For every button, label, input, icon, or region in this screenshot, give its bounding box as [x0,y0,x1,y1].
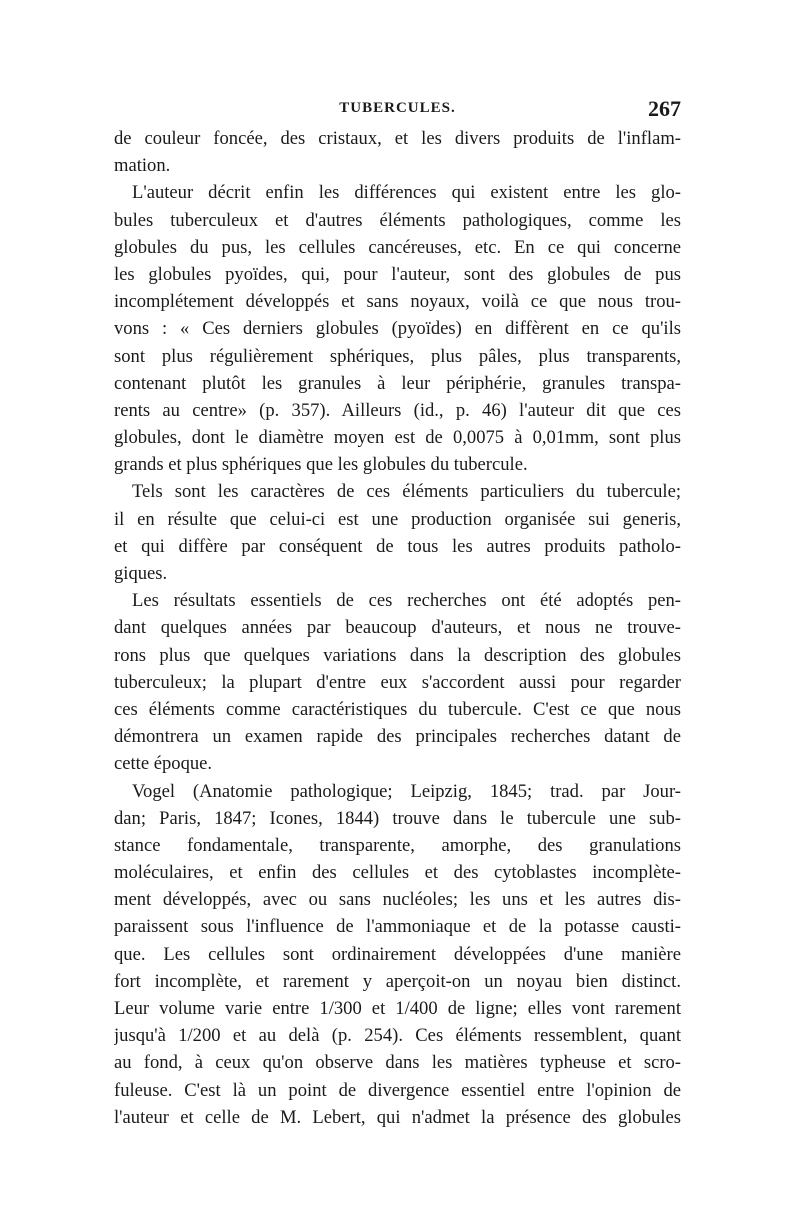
text-line: giques. [114,563,168,584]
text-line: il en résulte que celui-ci est une production organisée sui generis, [114,508,681,530]
text-line: ment développés, avec ou sans nucléoles; les uns et les autres dis- [114,889,681,911]
text-line: globules, dont le diamètre moyen est de 0,0075 à 0,01mm, sont plus [114,427,681,449]
text-line: Tels sont les caractères de ces éléments particuliers du tubercule; [132,481,681,503]
body-text [114,125,681,1131]
running-title: TUBERCULES. [339,100,456,116]
text-line: sont plus régulièrement sphériques, plus pâles, plus transparents, [114,345,681,367]
text-line: mation. [114,155,171,177]
running-head [114,96,681,126]
text-line: incomplétement développés et sans noyaux, voilà ce que nous trou- [114,291,681,313]
text-line: fort incomplète, et rarement y aperçoit-on un noyau bien distinct. [114,970,681,992]
text-line: jusqu'à 1/200 et au delà (p. 254). Ces éléments ressemblent, quant [114,1025,681,1047]
text-line: dan; Paris, 1847; Icones, 1844) trouve dans le tubercule une sub- [114,807,681,829]
text-line: les globules pyoïdes, qui, pour l'auteur, sont des globules de pus [114,263,681,285]
text-line: ces éléments comme caractéristiques du tubercule. C'est ce que nous [114,698,681,720]
text-line: stance fondamentale, transparente, amorphe, des granulations [114,834,681,856]
text-line: contenant plutôt les granules à leur périphérie, granules transpa- [114,372,681,394]
text-line: l'auteur et celle de M. Lebert, qui n'admet la présence des globules [114,1106,681,1128]
text-line: dant quelques années par beaucoup d'auteurs, et nous ne trouve- [114,617,681,639]
text-line: globules du pus, les cellules cancéreuses, etc. En ce qui concerne [114,236,681,258]
text-line: grands et plus sphériques que les globules du tubercule. [114,454,528,476]
text-line: rents au centre» (p. 357). Ailleurs (id., p. 46) l'auteur dit que ces [114,399,681,421]
text-line: démontrera un examen rapide des principales recherches datant de [114,726,681,748]
text-line: Les résultats essentiels de ces recherches ont été adoptés pen- [132,590,681,612]
text-line: bules tuberculeux et d'autres éléments pathologiques, comme les [114,209,681,231]
text-line: au fond, à ceux qu'on observe dans les matières typheuse et scro- [114,1052,681,1074]
text-line: paraissent sous l'influence de l'ammoniaque et de la potasse causti- [114,916,681,938]
text-line: de couleur foncée, des cristaux, et les divers produits de l'inflam- [114,128,681,149]
text-line: Vogel (Anatomie pathologique; Leipzig, 1845; trad. par Jour- [132,780,681,802]
text-line: Leur volume varie entre 1/300 et 1/400 de ligne; elles vont rarement [114,998,681,1019]
text-line: tuberculeux; la plupart d'entre eux s'accordent aussi pour regarder [114,671,681,693]
text-line: rons plus que quelques variations dans la description des globules [114,644,681,666]
page-number: 267 [648,96,681,121]
text-line: fuleuse. C'est là un point de divergence essentiel entre l'opinion de [114,1079,681,1101]
text-line: cette époque. [114,753,213,775]
text-line: vons : « Ces derniers globules (pyoïdes) en diffèrent en ce qu'ils [114,318,681,340]
text-line: L'auteur décrit enfin les différences qui existent entre les glo- [132,182,681,204]
text-line: que. Les cellules sont ordinairement développées d'une manière [114,943,681,965]
text-line: et qui diffère par conséquent de tous les autres produits patholo- [114,535,681,557]
text-line: moléculaires, et enfin des cellules et des cytoblastes incomplète- [114,862,681,884]
